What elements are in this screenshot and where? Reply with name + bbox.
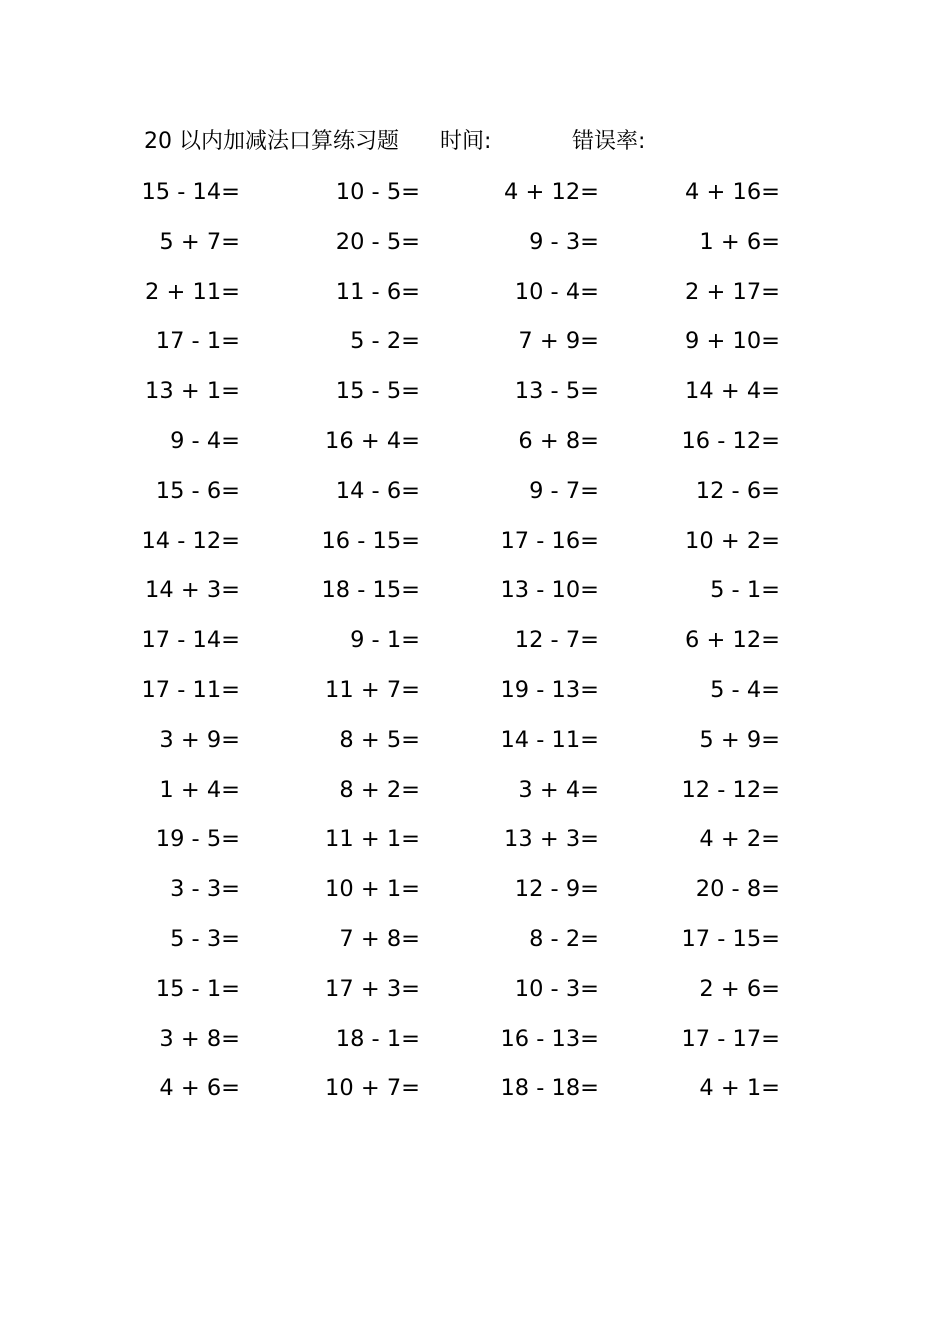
problem-item: 20 - 8=: [695, 876, 780, 903]
problem-row: [120, 175, 820, 225]
problem-item: 5 - 3=: [170, 925, 240, 952]
problem-item: 9 - 1=: [350, 627, 420, 654]
problem-item: 14 - 11=: [500, 726, 599, 753]
problem-row: [120, 922, 820, 972]
problem-item: 1 + 4=: [159, 776, 240, 803]
problem-item: 15 - 6=: [155, 477, 240, 504]
problem-row: [120, 623, 820, 673]
problem-grid: [120, 175, 820, 1121]
problem-item: 16 - 13=: [500, 1025, 599, 1052]
problem-item: 13 + 3=: [504, 826, 599, 853]
problem-item: 10 + 2=: [685, 527, 780, 554]
problem-item: 18 - 15=: [321, 577, 420, 604]
problem-item: 12 - 7=: [514, 627, 599, 654]
problem-item: 14 + 4=: [685, 378, 780, 405]
problem-item: 16 + 4=: [325, 427, 420, 454]
problem-item: 20 - 5=: [335, 228, 420, 255]
problem-item: 15 - 14=: [141, 179, 240, 205]
problem-item: 8 - 2=: [529, 925, 599, 952]
problem-item: 4 + 2=: [699, 826, 780, 853]
problem-item: 8 + 2=: [339, 776, 420, 803]
problem-item: 16 - 12=: [681, 427, 780, 454]
problem-row: [120, 822, 820, 872]
problem-item: 14 - 12=: [141, 527, 240, 554]
problem-item: 13 - 5=: [514, 378, 599, 405]
problem-row: [120, 374, 820, 424]
problem-item: 15 - 5=: [335, 378, 420, 405]
problem-item: 4 + 6=: [159, 1075, 240, 1102]
problem-item: 2 + 11=: [145, 278, 240, 305]
problem-item: 10 - 4=: [514, 278, 599, 305]
problem-item: 14 + 3=: [145, 577, 240, 604]
problem-item: 10 + 7=: [325, 1075, 420, 1102]
problem-item: 10 + 1=: [325, 876, 420, 903]
problem-item: 7 + 8=: [339, 925, 420, 952]
problem-item: 17 - 16=: [500, 527, 599, 554]
problem-item: 9 - 7=: [529, 477, 599, 504]
problem-item: 15 - 1=: [155, 975, 240, 1002]
problem-item: 16 - 15=: [321, 527, 420, 554]
problem-item: 17 - 14=: [141, 627, 240, 654]
problem-item: 6 + 12=: [685, 627, 780, 654]
problem-item: 3 + 9=: [159, 726, 240, 753]
problem-item: 6 + 8=: [518, 427, 599, 454]
problem-item: 1 + 6=: [699, 228, 780, 255]
problem-item: 9 + 10=: [685, 328, 780, 355]
problem-row: [120, 773, 820, 823]
problem-item: 3 + 4=: [518, 776, 599, 803]
error-rate-label: 错误率:: [572, 129, 646, 154]
problem-item: 17 - 11=: [141, 676, 240, 703]
problem-item: 12 - 9=: [514, 876, 599, 903]
problem-item: 12 - 12=: [681, 776, 780, 803]
problem-item: 4 + 1=: [699, 1075, 780, 1102]
problem-item: 17 + 3=: [325, 975, 420, 1002]
problem-item: 19 - 5=: [155, 826, 240, 853]
problem-item: 5 - 1=: [710, 577, 780, 604]
problem-item: 9 - 4=: [170, 427, 240, 454]
problem-item: 17 - 1=: [155, 328, 240, 355]
problem-item: 10 - 3=: [514, 975, 599, 1002]
problem-item: 5 - 4=: [710, 676, 780, 703]
problem-item: 7 + 9=: [518, 328, 599, 355]
problem-item: 5 + 9=: [699, 726, 780, 753]
time-label: 时间:: [440, 129, 492, 154]
problem-item: 18 - 1=: [335, 1025, 420, 1052]
problem-row: [120, 474, 820, 524]
problem-row: [120, 424, 820, 474]
problem-row: [120, 225, 820, 275]
problem-row: [120, 673, 820, 723]
problem-item: 14 - 6=: [335, 477, 420, 504]
problem-item: 3 - 3=: [170, 876, 240, 903]
problem-item: 9 - 3=: [529, 228, 599, 255]
problem-item: 12 - 6=: [695, 477, 780, 504]
problem-item: 13 - 10=: [500, 577, 599, 604]
worksheet-title: 20 以内加减法口算练习题: [144, 129, 399, 154]
problem-item: 2 + 6=: [699, 975, 780, 1002]
problem-row: [120, 972, 820, 1022]
problem-item: 3 + 8=: [159, 1025, 240, 1052]
problem-row: [120, 723, 820, 773]
problem-item: 19 - 13=: [500, 676, 599, 703]
problem-row: [120, 1071, 820, 1121]
problem-item: 5 - 2=: [350, 328, 420, 355]
problem-row: [120, 573, 820, 623]
problem-item: 11 + 7=: [325, 676, 420, 703]
problem-row: [120, 1022, 820, 1072]
problem-item: 17 - 15=: [681, 925, 780, 952]
problem-row: [120, 872, 820, 922]
problem-row: [120, 524, 820, 574]
problem-item: 8 + 5=: [339, 726, 420, 753]
problem-row: [120, 275, 820, 325]
problem-item: 11 - 6=: [335, 278, 420, 305]
problem-item: 2 + 17=: [685, 278, 780, 305]
problem-item: 10 - 5=: [335, 179, 420, 205]
problem-item: 5 + 7=: [159, 228, 240, 255]
problem-row: [120, 324, 820, 374]
problem-item: 11 + 1=: [325, 826, 420, 853]
problem-item: 17 - 17=: [681, 1025, 780, 1052]
problem-item: 4 + 16=: [685, 179, 780, 205]
problem-item: 13 + 1=: [145, 378, 240, 405]
problem-item: 18 - 18=: [500, 1075, 599, 1102]
problem-item: 4 + 12=: [504, 179, 599, 205]
